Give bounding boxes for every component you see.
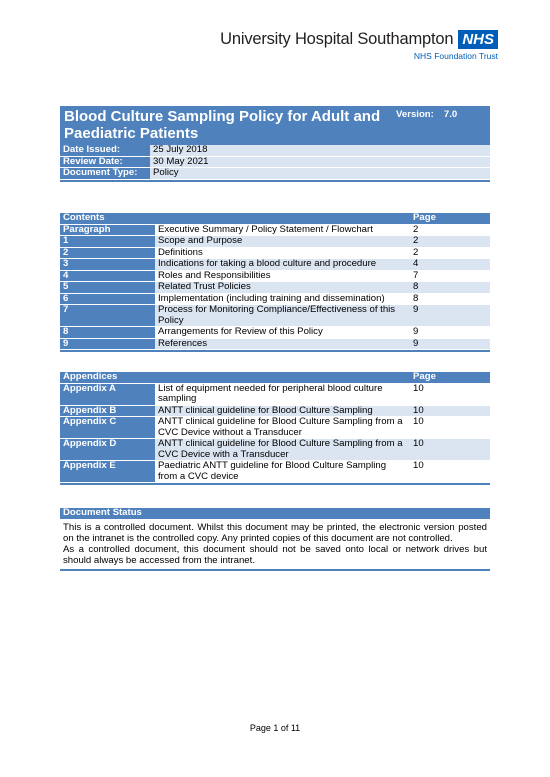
- row-text: List of equipment needed for peripheral blood culture sampling: [158, 382, 383, 404]
- row-page: 10: [413, 416, 424, 427]
- row-text: References: [155, 339, 410, 350]
- row-text: Process for Monitoring Compliance/Effectiveness of this Policy: [155, 305, 410, 326]
- row-page: 10: [410, 439, 490, 460]
- status-paragraph: This is a controlled document. Whilst this document may be printed, the electronic version posted on the intranet is the controlled copy. Any printed copies of this document are not controlled.: [63, 521, 487, 544]
- row-number: 8: [60, 327, 155, 338]
- status-heading: Document Status: [63, 507, 142, 518]
- row-number: Paragraph: [60, 225, 155, 236]
- row-page: 10: [413, 460, 424, 471]
- row-page: 10: [410, 406, 490, 417]
- appendices-page-heading: Page: [413, 371, 436, 382]
- row-text: Scope and Purpose: [155, 236, 410, 247]
- row-number: Appendix C: [60, 417, 155, 438]
- table-row: [60, 417, 490, 439]
- table-row: [60, 439, 490, 461]
- row-page: 8: [413, 292, 419, 304]
- row-number: Appendix E: [60, 461, 155, 482]
- row-page: 9: [410, 305, 490, 326]
- row-text: Related Trust Policies: [155, 282, 410, 293]
- row-page: 9: [410, 339, 490, 350]
- row-number: 7: [60, 305, 155, 326]
- meta-value: 25 July 2018: [150, 145, 490, 156]
- table-row: [60, 339, 490, 351]
- appendices-table: [60, 372, 490, 485]
- row-number: 4: [60, 271, 155, 282]
- contents-table: [60, 213, 490, 352]
- org-name: University Hospital Southampton: [220, 30, 454, 48]
- table-row: [60, 327, 490, 339]
- row-text: Roles and Responsibilities: [158, 269, 271, 281]
- row-text: Indications for taking a blood culture and procedure: [155, 259, 410, 270]
- row-number: 9: [60, 339, 155, 350]
- row-number: 1: [60, 236, 155, 247]
- contents-header: [60, 213, 490, 225]
- table-row: [60, 225, 490, 237]
- row-page: 2: [413, 223, 419, 235]
- title-bar: [60, 106, 490, 145]
- version-block: [396, 108, 486, 142]
- status-body: [60, 520, 490, 569]
- row-number: 5: [60, 282, 155, 293]
- row-text: ANTT clinical guideline for Blood Culture Sampling from a CVC Device with a Transducer: [155, 439, 410, 460]
- row-number: Appendix B: [60, 406, 155, 417]
- row-text: ANTT clinical guideline for Blood Culture Sampling: [155, 406, 410, 417]
- page-number: Page 1 of 11: [249, 723, 301, 733]
- table-row: [60, 271, 490, 283]
- meta-row: [60, 168, 490, 180]
- row-number: 2: [60, 248, 155, 259]
- row-page: 2: [413, 246, 419, 258]
- table-row: [60, 259, 490, 271]
- row-number: Appendix D: [60, 439, 155, 460]
- row-text: Paediatric ANTT guideline for Blood Culture Sampling from a CVC device: [158, 460, 387, 482]
- row-text: ANTT clinical guideline for Blood Culture Sampling from a CVC Device without a Transducer: [158, 416, 403, 438]
- meta-row: [60, 145, 490, 157]
- meta-label: Document Type:: [60, 168, 150, 179]
- appendices-header: [60, 372, 490, 384]
- row-page: 7: [413, 269, 419, 281]
- title-block: [60, 106, 490, 182]
- version-label: Version:: [396, 109, 434, 120]
- nhs-badge: NHS: [458, 30, 498, 49]
- table-row: [60, 384, 490, 406]
- table-row: [60, 282, 490, 294]
- row-number: Appendix A: [60, 384, 155, 405]
- contents-heading: Contents: [63, 212, 105, 223]
- row-number: 3: [60, 259, 155, 270]
- document-status: [60, 508, 490, 571]
- table-row: [60, 461, 490, 483]
- trust-name: NHS Foundation Trust: [413, 51, 498, 61]
- row-page: 8: [410, 282, 490, 293]
- table-row: [60, 236, 490, 248]
- meta-label: Review Date:: [60, 157, 150, 168]
- row-text: Implementation (including training and dissemination): [158, 292, 385, 304]
- row-page: 10: [413, 382, 424, 394]
- row-page: 9: [413, 326, 419, 337]
- row-text: Arrangements for Review of this Policy: [158, 326, 323, 337]
- document-title: Blood Culture Sampling Policy for Adult and Paediatric Patients: [64, 108, 381, 142]
- meta-value: Policy: [150, 168, 490, 179]
- row-number: 6: [60, 294, 155, 305]
- row-text: Definitions: [158, 246, 203, 258]
- row-text: Executive Summary / Policy Statement / Flowchart: [158, 223, 373, 235]
- version-value: 7.0: [443, 109, 458, 120]
- row-page: 2: [410, 236, 490, 247]
- status-paragraph: As a controlled document, this document should not be saved onto local or network drives but should always be accessed from the intranet.: [63, 543, 487, 566]
- meta-label: Date Issued:: [60, 145, 150, 156]
- table-row: [60, 305, 490, 327]
- contents-page-heading: Page: [413, 212, 436, 223]
- trust-logo: [220, 30, 498, 61]
- appendices-heading: Appendices: [63, 371, 118, 382]
- meta-value: 30 May 2021: [150, 157, 490, 168]
- row-page: 4: [410, 259, 490, 270]
- status-header: [60, 508, 490, 520]
